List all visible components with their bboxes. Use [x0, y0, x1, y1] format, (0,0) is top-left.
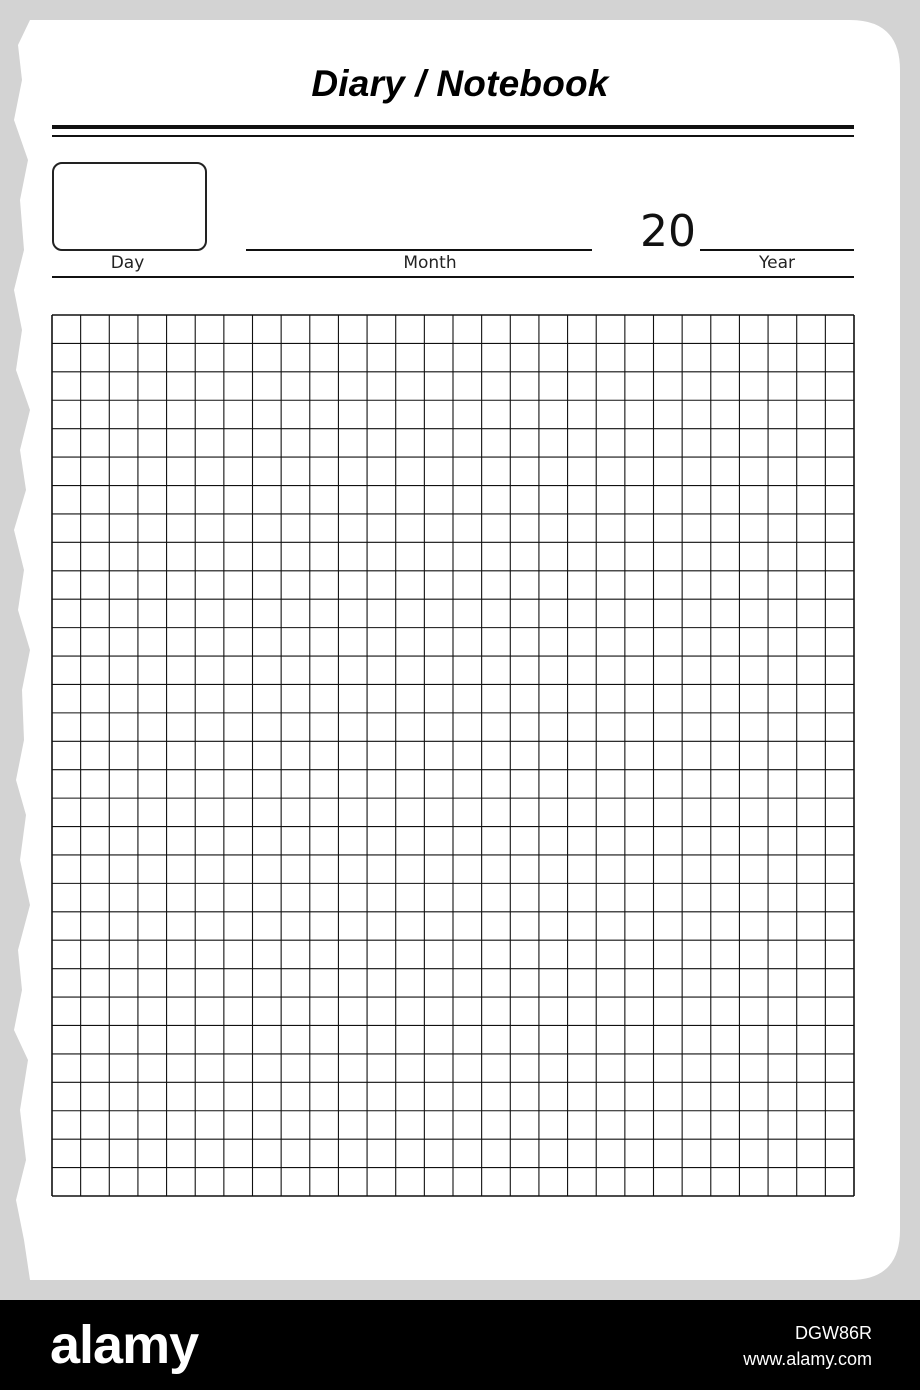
year-prefix: 20: [640, 206, 696, 257]
brand-logo: alamy: [50, 1315, 199, 1375]
day-label: Day: [110, 253, 145, 273]
year-label: Year: [759, 253, 795, 273]
footer-bar: [0, 1300, 920, 1390]
page-title: Diary / Notebook: [311, 63, 609, 104]
month-label: Month: [403, 253, 457, 273]
image-id: DGW86R: [794, 1323, 872, 1343]
footer-info: [743, 1320, 872, 1372]
site-url: www.alamy.com: [743, 1349, 872, 1369]
